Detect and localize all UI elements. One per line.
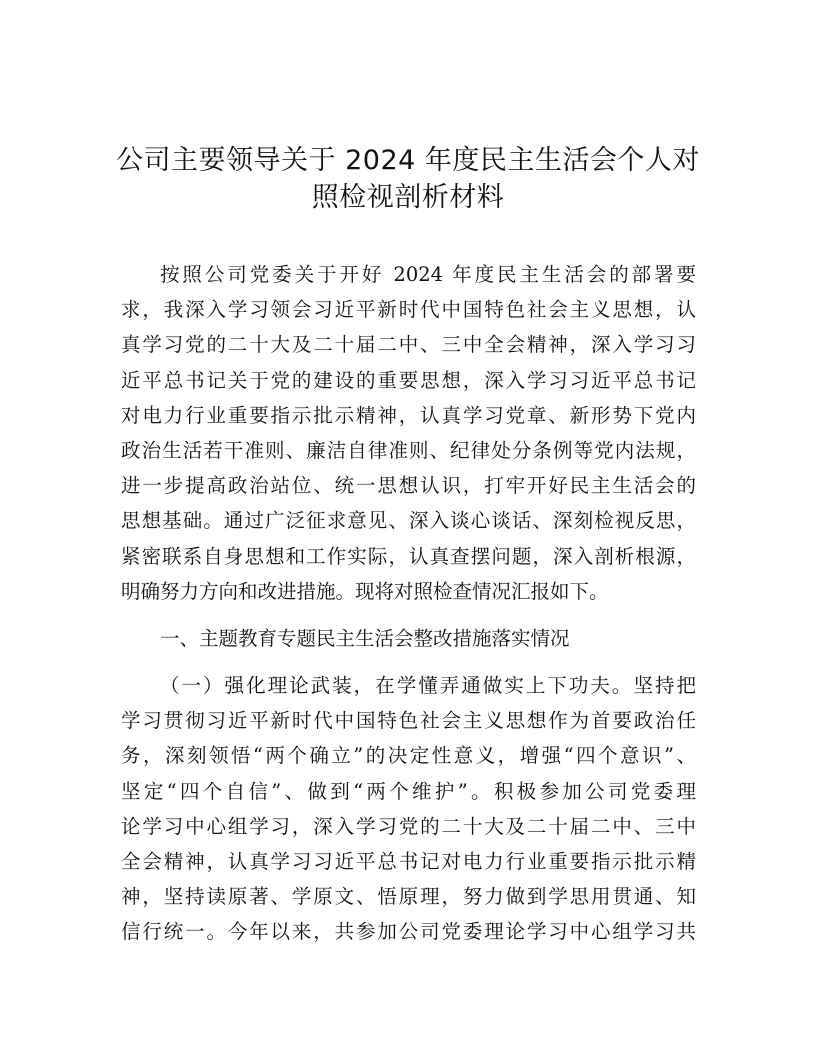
text-line: 对电力行业重要指示批示精神，认真学习党章、新形势下党内	[121, 403, 696, 427]
text-line: 神，坚持读原著、学原文、悟原理，努力做到学思用贯通、知	[121, 885, 696, 909]
text-line: 全会精神，认真学习习近平总书记对电力行业重要指示批示精	[121, 850, 696, 873]
text-line: 学习贯彻习近平新时代中国特色社会主义思想作为首要政治任	[121, 709, 696, 733]
spacer	[121, 609, 696, 621]
text-line: 进一步提高政治站位、统一思想认识，打牢开好民主生活会的	[121, 474, 696, 498]
paragraph-intro	[121, 257, 696, 609]
title-line: 照检视剖析材料	[311, 182, 505, 213]
text-line: 真学习党的二十大及二十届二中、三中全会精神，深入学习习	[121, 333, 696, 357]
text-line: 政治生活若干准则、廉洁自律准则、纪律处分条例等党内法规，	[121, 438, 696, 462]
text-line: 紧密联系自身思想和工作实际，认真查摆问题，深入剖析根源，	[121, 544, 696, 568]
text-line: 近平总书记关于党的建设的重要思想，深入学习习近平总书记	[121, 368, 696, 392]
section-heading: 一、主题教育专题民主生活会整改措施落实情况	[160, 626, 570, 650]
text-line: 信行统一。今年以来，共参加公司党委理论学习中心组学习共	[121, 920, 696, 944]
text-line: 务，深刻领悟“两个确立”的决定性意义，增强“四个意识”、	[121, 744, 696, 768]
title-line: 公司主要领导关于 2024 年度民主生活会个人对	[116, 145, 700, 176]
text-line: 按照公司党委关于开好 2024 年度民主生活会的部署要	[160, 263, 696, 286]
spacer	[121, 656, 696, 668]
document-title	[100, 142, 716, 216]
paragraph-section-1	[121, 668, 696, 950]
text-line: 论学习中心组学习，深入学习党的二十大及二十届二中、三中	[121, 814, 696, 838]
text-line: 坚定“四个自信”、做到“两个维护”。积极参加公司党委理	[121, 779, 696, 803]
text-line: 明确努力方向和改进措施。现将对照检查情况汇报如下。	[121, 579, 609, 603]
document-body	[121, 257, 696, 950]
text-line: （一）强化理论武装，在学懂弄通做实上下功夫。坚持把	[160, 674, 696, 698]
text-line: 思想基础。通过广泛征求意见、深入谈心谈话、深刻检视反思，	[121, 509, 696, 533]
text-line: 求，我深入学习领会习近平新时代中国特色社会主义思想，认	[121, 298, 696, 322]
